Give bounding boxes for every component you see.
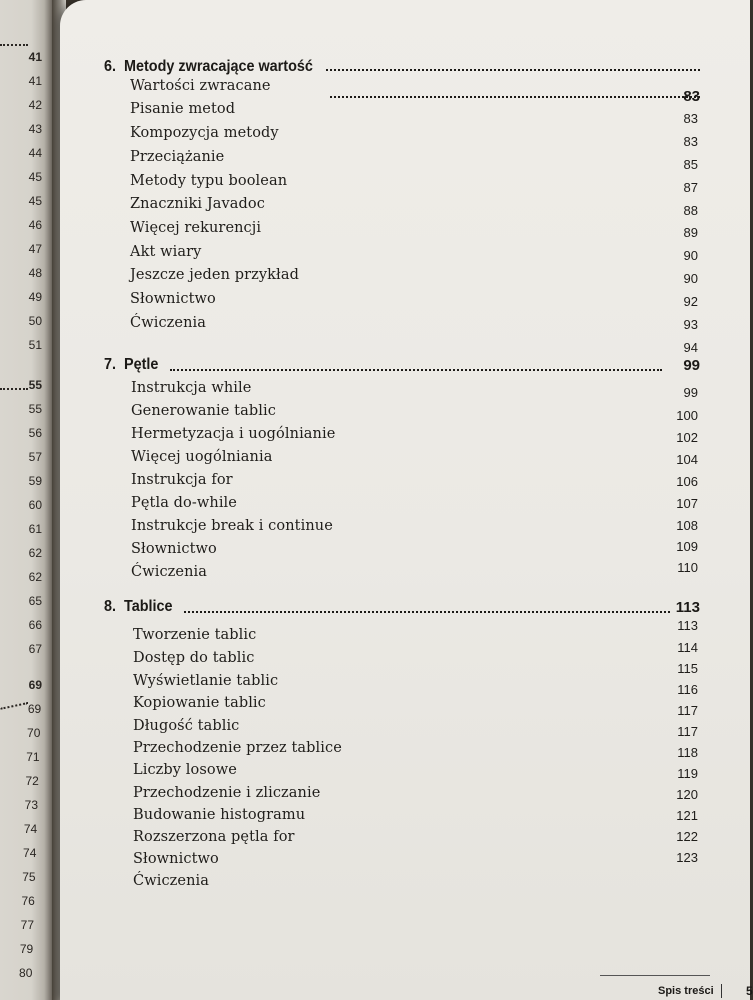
left-page-number: 44 xyxy=(28,146,42,160)
toc-entry[interactable]: Słownictwo xyxy=(131,541,217,557)
left-page-number: 66 xyxy=(28,618,42,632)
left-page-number: 51 xyxy=(28,338,42,352)
left-page-leader xyxy=(0,702,28,710)
toc-entry[interactable]: Przeciążanie xyxy=(130,149,225,165)
entry-page: 120 xyxy=(676,787,698,802)
footer-page-number: 5 xyxy=(746,984,753,998)
entry-page: 113 xyxy=(677,618,698,633)
chapter-8-page: 113 xyxy=(675,599,700,616)
left-page-number: 43 xyxy=(28,122,42,136)
left-page-number: 47 xyxy=(28,242,42,256)
chapter-7-page: 99 xyxy=(683,357,700,374)
left-page-number: 65 xyxy=(28,594,42,608)
entry-page: 108 xyxy=(676,518,698,533)
toc-entry[interactable]: Słownictwo xyxy=(133,851,219,867)
left-page-number: 74 xyxy=(23,846,37,860)
toc-entry[interactable]: Instrukcja while xyxy=(131,380,252,396)
toc-entry[interactable]: Akt wiary xyxy=(130,244,202,260)
dot-leader xyxy=(330,96,700,98)
chapter-6-heading[interactable] xyxy=(104,58,700,78)
toc-entry[interactable]: Więcej uogólniania xyxy=(131,449,273,465)
toc-entry[interactable]: Metody typu boolean xyxy=(130,173,288,189)
left-page-number: 62 xyxy=(28,546,42,560)
toc-entry[interactable]: Kopiowanie tablic xyxy=(133,695,266,711)
entry-page: 106 xyxy=(676,474,698,489)
chapter-number: 6. xyxy=(104,58,117,75)
left-page-number: 75 xyxy=(22,870,36,884)
left-page-leader xyxy=(0,388,28,390)
toc-entry[interactable]: Pisanie metod xyxy=(130,101,236,117)
entry-page: 115 xyxy=(677,661,698,676)
left-page-edge xyxy=(0,0,52,1000)
toc-entry[interactable]: Jeszcze jeden przykład xyxy=(130,267,299,283)
left-page-number: 49 xyxy=(28,290,42,304)
left-page-number: 77 xyxy=(20,918,34,932)
left-page-number: 73 xyxy=(24,798,38,812)
toc-entry[interactable]: Ćwiczenia xyxy=(130,315,207,331)
footer-section-label: Spis treści xyxy=(658,985,714,997)
entry-page: 104 xyxy=(676,452,698,467)
left-page-number: 80 xyxy=(19,966,33,980)
entry-page: 116 xyxy=(677,682,698,697)
left-page-number: 55 xyxy=(28,402,42,416)
chapter-7-heading[interactable] xyxy=(104,356,700,376)
entry-page: 118 xyxy=(677,745,698,760)
entry-page: 94 xyxy=(683,340,698,355)
toc-entry[interactable]: Instrukcje break i continue xyxy=(131,518,333,534)
left-page-number: 45 xyxy=(28,194,42,208)
chapter-number: 7. xyxy=(104,356,117,373)
entry-page: 90 xyxy=(683,271,698,286)
toc-entry[interactable]: Wyświetlanie tablic xyxy=(133,673,279,689)
entry-page: 122 xyxy=(676,829,698,844)
dot-leader xyxy=(170,369,662,371)
chapter-8-heading[interactable] xyxy=(104,598,700,618)
toc-entry[interactable]: Dostęp do tablic xyxy=(133,650,255,666)
dot-leader xyxy=(326,69,700,71)
entry-page: 83 xyxy=(683,111,698,126)
entry-page: 92 xyxy=(683,294,698,309)
left-page-number: 42 xyxy=(28,98,42,112)
toc-entry[interactable]: Rozszerzona pętla for xyxy=(133,829,295,845)
left-page-number: 60 xyxy=(28,498,42,512)
entry-page: 99 xyxy=(683,385,698,400)
toc-entry[interactable]: Słownictwo xyxy=(130,291,216,307)
entry-page: 117 xyxy=(677,724,698,739)
left-page-number: 46 xyxy=(28,218,42,232)
left-page-number: 67 xyxy=(28,642,42,656)
left-page-number: 70 xyxy=(27,726,41,740)
left-page-number: 50 xyxy=(28,314,42,328)
entry-page: 109 xyxy=(676,539,698,554)
footer-separator xyxy=(721,984,722,998)
toc-entry[interactable]: Przechodzenie i zliczanie xyxy=(133,785,321,801)
chapter-title: Pętle xyxy=(124,356,159,373)
entry-page: 93 xyxy=(683,317,698,332)
entry-page: 121 xyxy=(676,808,698,823)
left-page-number: 71 xyxy=(26,750,40,764)
left-page-number: 45 xyxy=(28,170,42,184)
entry-page: 90 xyxy=(683,248,698,263)
toc-entry[interactable]: Ćwiczenia xyxy=(131,564,208,580)
toc-entry[interactable]: Pętla do-while xyxy=(131,495,237,511)
entry-page: 87 xyxy=(683,180,698,195)
toc-entry[interactable]: Kompozycja metody xyxy=(130,125,279,141)
toc-entry[interactable]: Ćwiczenia xyxy=(133,873,210,889)
toc-entry[interactable]: Tworzenie tablic xyxy=(133,627,257,643)
left-page-number: 41 xyxy=(28,50,42,64)
left-page-number: 76 xyxy=(21,894,35,908)
entry-page: 85 xyxy=(683,157,698,172)
toc-entry[interactable]: Budowanie histogramu xyxy=(133,807,306,823)
footer-rule xyxy=(600,975,710,976)
entry-page: 123 xyxy=(676,850,698,865)
toc-entry[interactable]: Liczby losowe xyxy=(133,762,237,778)
toc-entry[interactable]: Przechodzenie przez tablice xyxy=(133,740,342,756)
toc-entry[interactable]: Długość tablic xyxy=(133,718,240,734)
left-page-leader xyxy=(0,44,28,46)
entry-page: 119 xyxy=(677,766,698,781)
left-page-number: 57 xyxy=(28,450,42,464)
left-page-number: 69 xyxy=(27,702,42,716)
dot-leader xyxy=(184,611,670,613)
entry-page: 88 xyxy=(683,203,698,218)
left-page-number: 74 xyxy=(23,822,38,836)
entry-page: 110 xyxy=(677,560,698,575)
left-page-number: 55 xyxy=(28,378,42,392)
toc-page xyxy=(60,0,753,1000)
toc-entry[interactable]: Więcej rekurencji xyxy=(130,220,262,236)
toc-entry[interactable]: Wartości zwracane xyxy=(130,78,271,94)
entry-page: 107 xyxy=(676,496,698,511)
left-page-number: 59 xyxy=(28,474,42,488)
left-page-number: 72 xyxy=(25,774,39,788)
chapter-title: Metody zwracające wartość xyxy=(124,58,313,75)
entry-page: 102 xyxy=(676,430,698,445)
toc-entry[interactable]: Hermetyzacja i uogólnianie xyxy=(131,426,336,442)
chapter-title: Tablice xyxy=(124,598,173,615)
toc-entry[interactable]: Znaczniki Javadoc xyxy=(130,196,265,212)
toc-entry[interactable]: Generowanie tablic xyxy=(131,403,276,419)
entry-page: 83 xyxy=(683,134,698,149)
entry-page: 89 xyxy=(683,225,698,240)
left-page-number: 69 xyxy=(28,678,42,692)
left-page-number: 61 xyxy=(28,522,42,536)
entry-page: 114 xyxy=(677,640,698,655)
chapter-number: 8. xyxy=(104,598,117,615)
left-page-number: 48 xyxy=(28,266,42,280)
left-page-number: 62 xyxy=(28,570,42,584)
left-page-number: 79 xyxy=(19,942,34,956)
entry-page: 117 xyxy=(677,703,698,718)
left-page-number: 56 xyxy=(28,426,42,440)
toc-entry[interactable]: Instrukcja for xyxy=(131,472,233,488)
entry-page: 100 xyxy=(676,408,698,423)
left-page-number: 41 xyxy=(28,74,42,88)
chapter-6-page: 83 xyxy=(683,88,700,105)
